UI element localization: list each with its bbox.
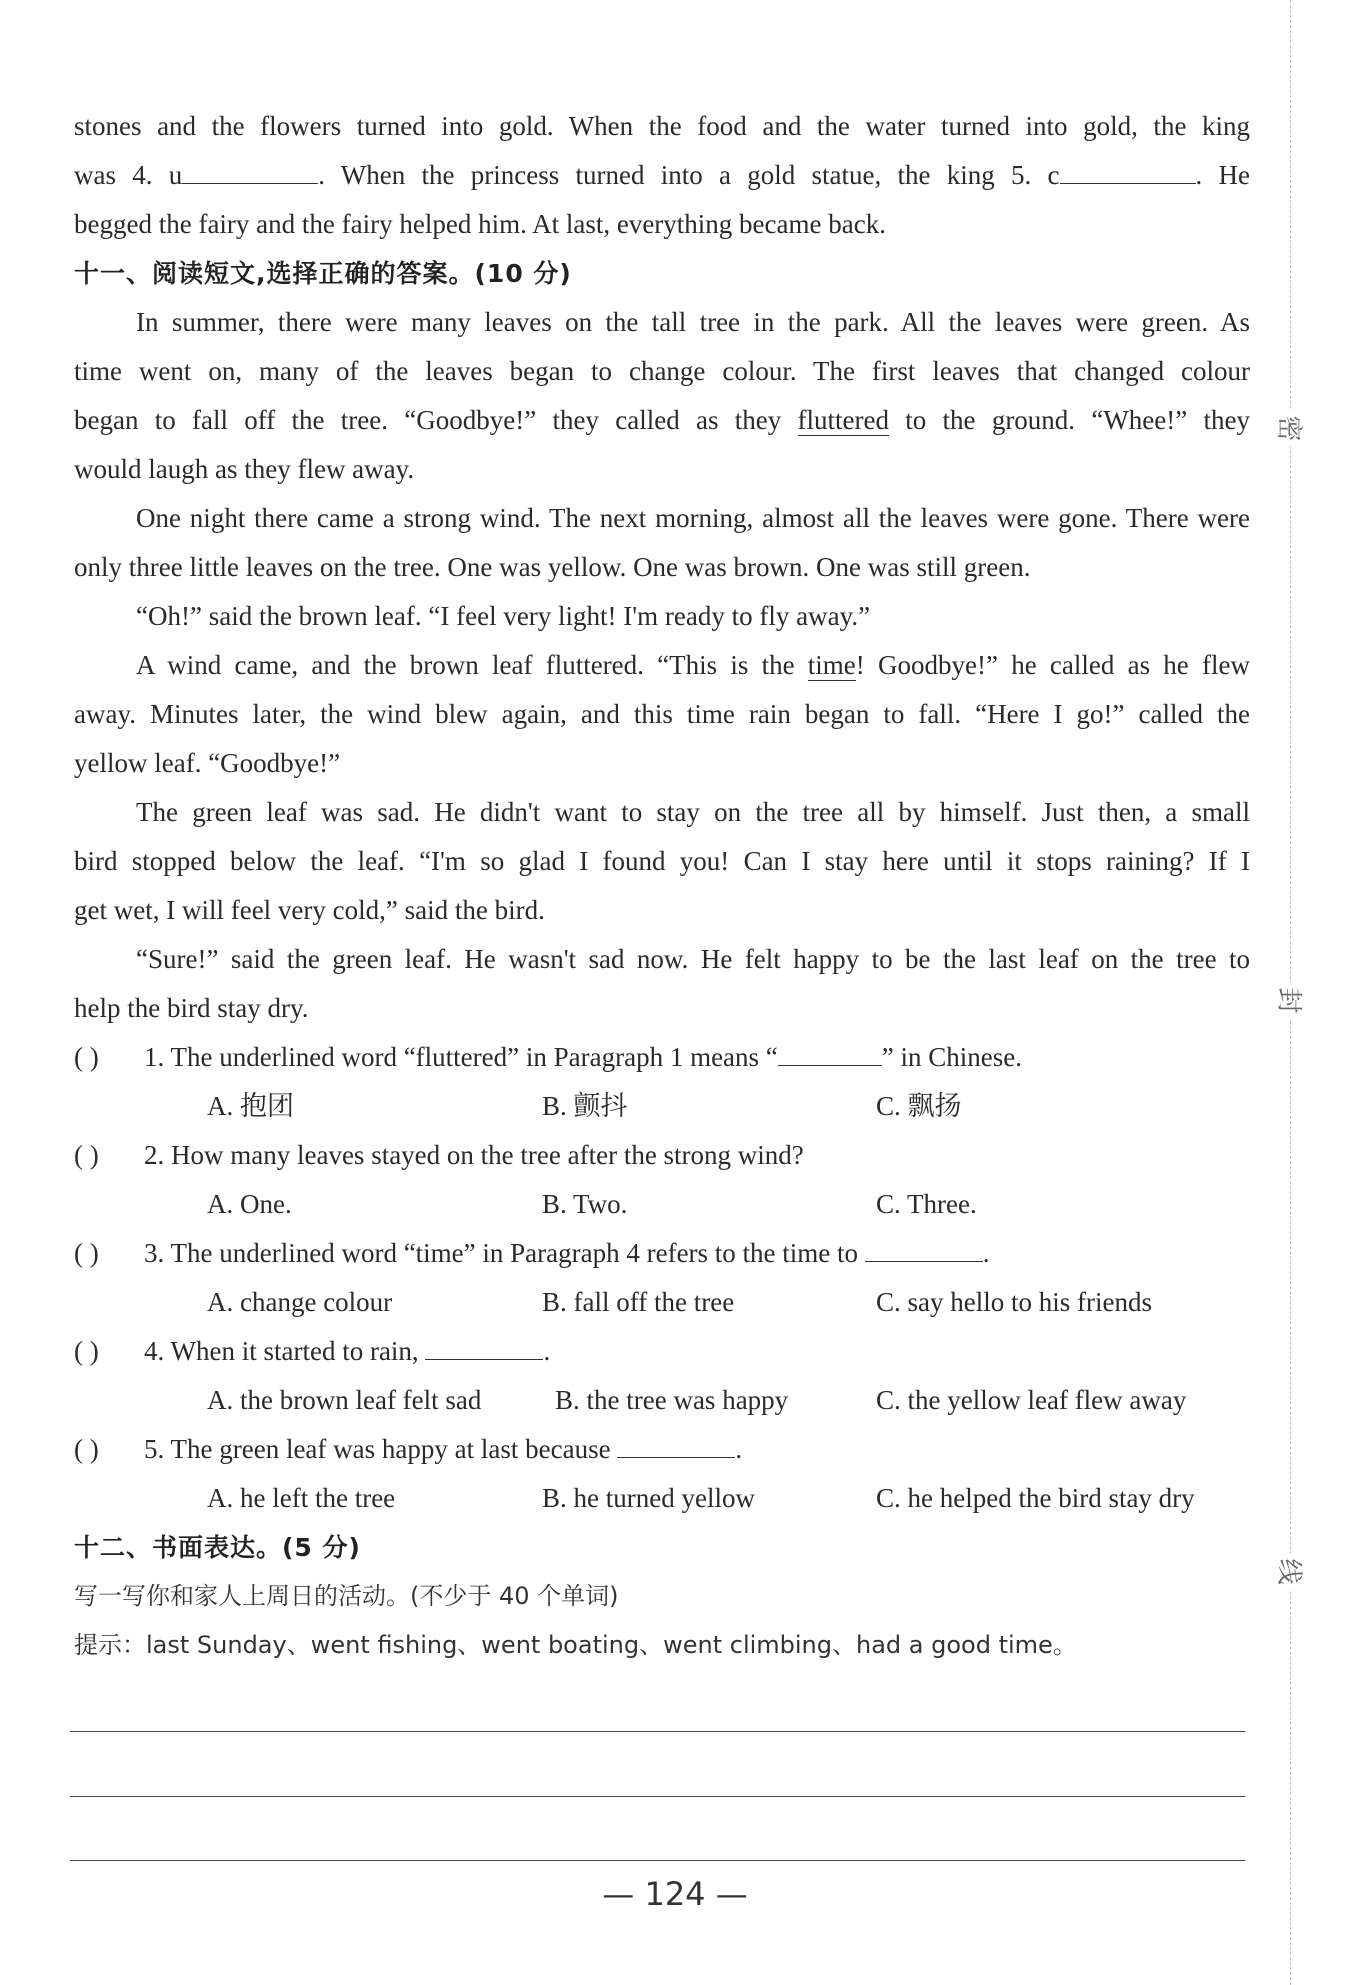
answer-blank-5[interactable] bbox=[1060, 155, 1196, 184]
page-content bbox=[74, 102, 1250, 1670]
question-blank-5[interactable] bbox=[617, 1429, 735, 1458]
section-11-title: 十一、阅读短文,选择正确的答案。(10 分) bbox=[74, 259, 572, 288]
passage-line: “Sure!” said the green leaf. He wasn't sad now. He felt happy to be the last leaf on the tree to bbox=[136, 944, 1250, 974]
passage-line: only three little leaves on the tree. One was yellow. One was brown. One was still green. bbox=[74, 552, 1031, 582]
passage-line: would laugh as they flew away. bbox=[74, 454, 415, 484]
writing-line-1[interactable] bbox=[70, 1731, 1245, 1732]
question-blank-4[interactable] bbox=[425, 1331, 543, 1360]
answer-blank-4[interactable] bbox=[182, 155, 318, 184]
answer-paren-5[interactable]: ( ) bbox=[74, 1434, 99, 1464]
option-b[interactable]: B. fall off the tree bbox=[542, 1287, 735, 1317]
passage-line: begged the fairy and the fairy helped him. At last, everything became back. bbox=[74, 209, 886, 239]
passage-line: began to fall off the tree. “Goodbye!” they called as they fluttered to the ground. “Whee!” they bbox=[74, 405, 1251, 435]
option-c[interactable]: C. he helped the bird stay dry bbox=[876, 1483, 1195, 1513]
option-c[interactable]: C. Three. bbox=[876, 1189, 977, 1219]
question-1: ( ) 1. The underlined word “fluttered” in Paragraph 1 means “ ” in Chinese. bbox=[74, 1033, 1250, 1082]
option-a[interactable]: A. 抱团 bbox=[207, 1091, 294, 1121]
passage-line: yellow leaf. “Goodbye!” bbox=[74, 748, 341, 778]
option-b[interactable]: B. the tree was happy bbox=[555, 1385, 789, 1415]
option-a[interactable]: A. change colour bbox=[207, 1287, 393, 1317]
question-4: ( ) 4. When it started to rain, . bbox=[74, 1327, 1250, 1376]
option-a[interactable]: A. One. bbox=[207, 1189, 292, 1219]
question-2-options bbox=[74, 1180, 1250, 1229]
passage-line: One night there came a strong wind. The next morning, almost all the leaves were gone. There were bbox=[136, 503, 1250, 533]
passage-line: away. Minutes later, the wind blew again, and this time rain began to fall. “Here I go!” called the bbox=[74, 699, 1250, 729]
question-5: ( ) 5. The green leaf was happy at last because . bbox=[74, 1425, 1250, 1474]
question-2: ( ) 2. How many leaves stayed on the tree after the strong wind? bbox=[74, 1131, 1250, 1180]
option-b[interactable]: B. Two. bbox=[542, 1189, 628, 1219]
writing-line-3[interactable] bbox=[70, 1860, 1245, 1861]
passage-line: get wet, I will feel very cold,” said the bird. bbox=[74, 895, 545, 925]
passage-line: A wind came, and the brown leaf fluttered. “This is the time! Goodbye!” he called as he flew bbox=[136, 650, 1250, 680]
question-4-options bbox=[74, 1376, 1250, 1425]
question-3: ( ) 3. The underlined word “time” in Paragraph 4 refers to the time to . bbox=[74, 1229, 1250, 1278]
answer-paren-3[interactable]: ( ) bbox=[74, 1238, 99, 1268]
passage-line: time went on, many of the leaves began to change colour. The first leaves that changed colour bbox=[74, 356, 1250, 386]
page-number: — 124 — bbox=[602, 1875, 748, 1913]
passage-line: stones and the flowers turned into gold. When the food and the water turned into gold, the king bbox=[74, 111, 1250, 141]
question-3-options bbox=[74, 1278, 1250, 1327]
option-c[interactable]: C. 飘扬 bbox=[876, 1091, 962, 1121]
answer-paren-2[interactable]: ( ) bbox=[74, 1140, 99, 1170]
option-a[interactable]: A. the brown leaf felt sad bbox=[207, 1385, 482, 1415]
passage-line: help the bird stay dry. bbox=[74, 993, 309, 1023]
passage-line: In summer, there were many leaves on the tall tree in the park. All the leaves were green. As bbox=[136, 307, 1250, 337]
binding-mark-line: 线 bbox=[1273, 1554, 1310, 1590]
writing-instruction: 写一写你和家人上周日的活动。(不少于 40 个单词) bbox=[74, 1582, 619, 1610]
underlined-word-time: time bbox=[807, 650, 856, 680]
passage-line: bird stopped below the leaf. “I'm so glad I found you! Can I stay here until it stops raining? If I bbox=[74, 846, 1250, 876]
option-b[interactable]: B. he turned yellow bbox=[542, 1483, 755, 1513]
question-blank-3[interactable] bbox=[865, 1233, 983, 1262]
option-b[interactable]: B. 颤抖 bbox=[542, 1091, 628, 1121]
section-12-title: 十二、书面表达。(5 分) bbox=[74, 1533, 361, 1562]
underlined-word-fluttered: fluttered bbox=[797, 405, 889, 435]
question-blank-1[interactable] bbox=[778, 1037, 882, 1066]
writing-hint: 提示：last Sunday、went fishing、went boating、went climbing、had a good time。 bbox=[74, 1631, 1077, 1659]
option-a[interactable]: A. he left the tree bbox=[207, 1483, 396, 1513]
answer-paren-4[interactable]: ( ) bbox=[74, 1336, 99, 1366]
option-c[interactable]: C. say hello to his friends bbox=[876, 1287, 1152, 1317]
passage-line: “Oh!” said the brown leaf. “I feel very light! I'm ready to fly away.” bbox=[136, 601, 871, 631]
binding-mark-envelope: 封 bbox=[1273, 983, 1310, 1019]
option-c[interactable]: C. the yellow leaf flew away bbox=[876, 1385, 1187, 1415]
question-1-options bbox=[74, 1082, 1250, 1131]
passage-line: The green leaf was sad. He didn't want to stay on the tree all by himself. Just then, a small bbox=[136, 797, 1250, 827]
writing-line-2[interactable] bbox=[70, 1796, 1245, 1797]
question-5-options bbox=[74, 1474, 1250, 1523]
binding-mark-seal: 密 bbox=[1273, 411, 1310, 447]
passage-line-with-blanks: was 4. u . When the princess turned into a gold statue, the king 5. c . He bbox=[74, 151, 1250, 200]
answer-paren-1[interactable]: ( ) bbox=[74, 1042, 99, 1072]
